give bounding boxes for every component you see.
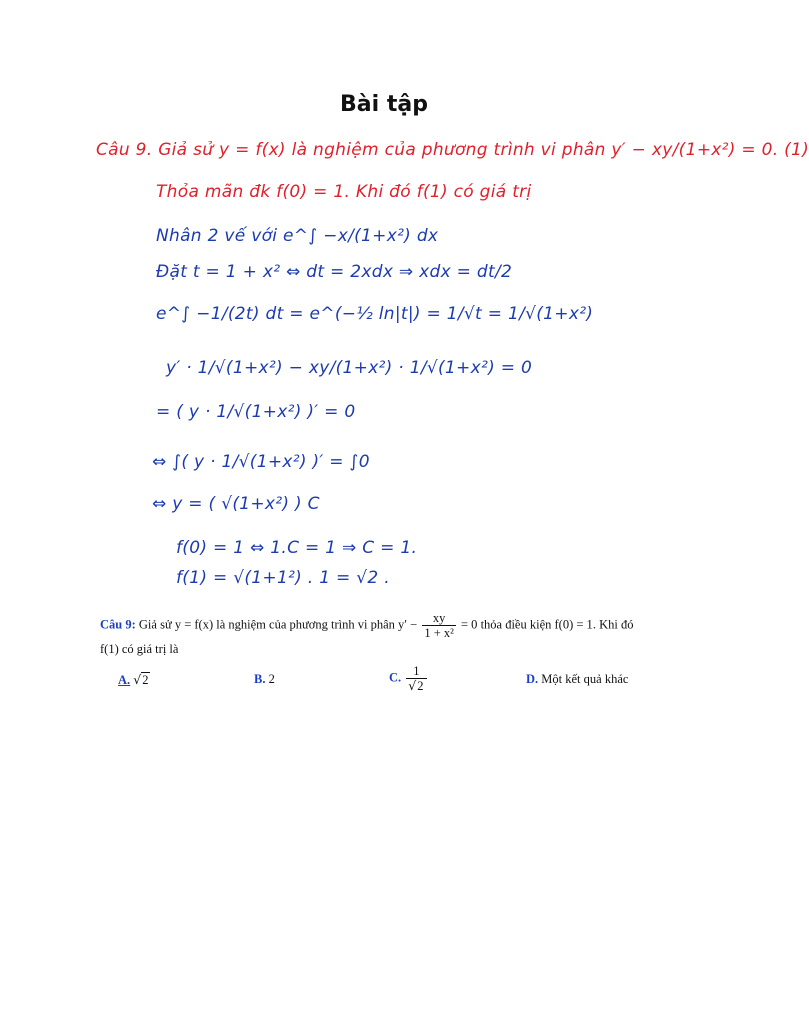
equation-numerator: xy	[422, 611, 456, 626]
hw-line-integrate: ⇔ ∫( y · 1/√(1+x²) )′ = ∫0	[152, 452, 370, 472]
equation-right: = 0	[461, 617, 478, 632]
option-a-value: 2	[142, 673, 149, 687]
hw-line-condition: Thỏa mãn đk f(0) = 1. Khi đó f(1) có giá trị	[156, 182, 532, 202]
sqrt-icon: √	[408, 678, 417, 693]
option-a-label: A.	[118, 673, 131, 687]
question-text-before: Giả sử y = f(x) là nghiệm của phương trình vi phân	[138, 617, 395, 632]
question-text-after: . Khi đó	[592, 617, 634, 632]
question-text-mid: thỏa điều kiện	[480, 617, 552, 632]
option-c-den-value: 2	[417, 679, 424, 693]
handwritten-solution-image	[92, 126, 809, 596]
option-b-label: B.	[254, 672, 266, 686]
option-a[interactable]	[118, 672, 150, 688]
hw-line-integrating-factor: e^∫ −1/(2t) dt = e^(−½ ln|t|) = 1/√t = 1/√(1+x²)	[156, 304, 594, 324]
equation-fraction	[422, 611, 456, 640]
question-line-1	[100, 611, 633, 640]
question-label: Câu 9:	[100, 617, 136, 632]
option-b[interactable]	[254, 672, 275, 687]
sqrt-icon: √	[133, 672, 142, 687]
option-d-label: D.	[526, 672, 539, 686]
question-line-2: f(1) có giá trị là	[100, 642, 179, 656]
option-d[interactable]	[526, 672, 628, 687]
hw-line-question: Câu 9. Giả sử y = f(x) là nghiệm của phương trình vi phân y′ − xy/(1+x²) = 0. (1)	[96, 140, 809, 160]
hw-line-result: f(1) = √(1+1²) . 1 = √2 .	[176, 568, 390, 588]
option-c-fraction	[406, 664, 426, 693]
hw-line-multiply: Nhân 2 vế với e^∫ −x/(1+x²) dx	[156, 226, 439, 246]
option-b-value: 2	[268, 672, 275, 686]
option-c[interactable]	[389, 664, 429, 693]
option-c-denominator	[406, 679, 426, 693]
question-condition: f(0) = 1	[554, 617, 593, 632]
equation-left: y′ −	[398, 617, 418, 632]
hw-line-multiplied-eq: y′ · 1/√(1+x²) − xy/(1+x²) · 1/√(1+x²) = 0	[166, 358, 533, 378]
option-c-label: C.	[389, 670, 402, 685]
page-title: Bài tập	[340, 92, 428, 117]
hw-line-derivative: = ( y · 1/√(1+x²) )′ = 0	[156, 402, 356, 422]
hw-line-find-c: f(0) = 1 ⇔ 1.C = 1 ⇒ C = 1.	[176, 538, 418, 558]
hw-line-general-solution: ⇔ y = ( √(1+x²) ) C	[152, 494, 320, 514]
option-d-value: Một kết quả khác	[541, 672, 629, 686]
hw-line-substitute: Đặt t = 1 + x² ⇔ dt = 2xdx ⇒ xdx = dt/2	[156, 262, 513, 282]
equation-denominator: 1 + x²	[424, 626, 454, 640]
option-c-numerator: 1	[406, 664, 426, 679]
